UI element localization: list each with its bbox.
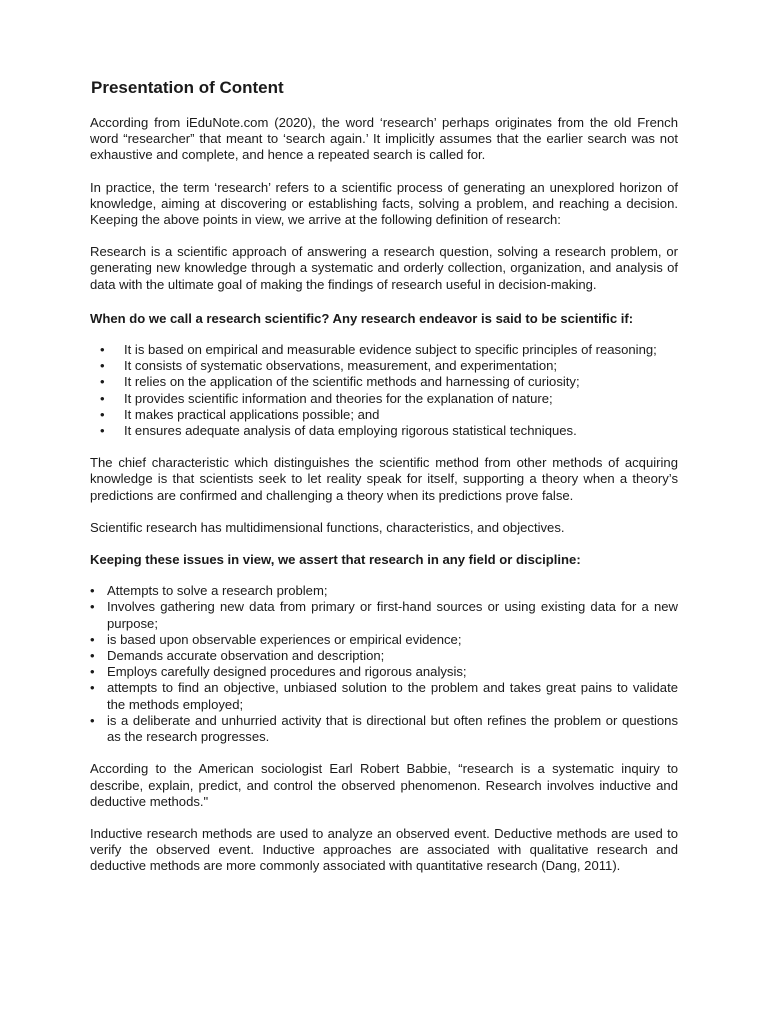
page-title: Presentation of Content xyxy=(91,78,284,97)
list-item: • It provides scientific information and theories for the explanation of nature; xyxy=(90,391,678,407)
heading-assert: Keeping these issues in view, we assert that research in any field or discipline: xyxy=(90,552,581,568)
list-item: • is a deliberate and unhurried activity that is directional but often refines the problem or questions as the research progresses. xyxy=(90,713,678,745)
list-item: • It makes practical applications possible; and xyxy=(90,407,678,423)
list-item: • Attempts to solve a research problem; xyxy=(90,583,678,599)
list-item: • It is based on empirical and measurable evidence subject to specific principles of reasoning; xyxy=(90,342,678,358)
paragraph-inductive-deductive: Inductive research methods are used to analyze an observed event. Deductive methods are used to verify the observed event. Inductive approaches are associated with qualitative research and deductive methods are more commonly associated with quantitative research (Dang, 2011). xyxy=(90,825,678,874)
list-item: • Demands accurate observation and description; xyxy=(90,648,678,664)
list-item: • Employs carefully designed procedures and rigorous analysis; xyxy=(90,664,678,680)
paragraph-chief-characteristic: The chief characteristic which distinguishes the scientific method from other methods of acquiring knowledge is that scientists seek to let reality speak for itself, supporting a theory when a theory’s predictions are confirmed and challenging a theory when its predictions prove false. xyxy=(90,455,678,503)
list-item: • It ensures adequate analysis of data employing rigorous statistical techniques. xyxy=(90,423,678,439)
paragraph-multidimensional: Scientific research has multidimensional functions, characteristics, and objectives. xyxy=(90,519,565,535)
list-item: • is based upon observable experiences or empirical evidence; xyxy=(90,632,678,648)
list-item: • It relies on the application of the scientific methods and harnessing of curiosity; xyxy=(90,374,678,390)
paragraph-practice: In practice, the term ‘research’ refers to a scientific process of generating an unexplored horizon of knowledge, aiming at discovering or establishing facts, solving a problem, and reaching a decision. Keeping the above points in view, we arrive at the following definition of research: xyxy=(90,179,678,228)
paragraph-babbie: According to the American sociologist Earl Robert Babbie, “research is a systematic inquiry to describe, explain, predict, and control the observed phenomenon. Research involves inductive and deductive methods." xyxy=(90,761,678,809)
paragraph-origin: According from iEduNote.com (2020), the word ‘research’ perhaps originates from the old French word “researcher” that meant to ‘search again.’ It implicitly assumes that the earlier search was not exhaustive and complete, and hence a repeated search is called for. xyxy=(90,115,678,163)
list-item: • Involves gathering new data from primary or first-hand sources or using existing data for a new purpose; xyxy=(90,599,678,631)
heading-scientific: When do we call a research scientific? Any research endeavor is said to be scientific if: xyxy=(90,310,634,326)
list-item: • It consists of systematic observations, measurement, and experimentation; xyxy=(90,358,678,374)
paragraph-definition: Research is a scientific approach of answering a research question, solving a research problem, or generating new knowledge through a systematic and orderly collection, organization, and analysis of data with the ultimate goal of making the findings of research useful in decision-making. xyxy=(90,244,678,292)
research-traits-list xyxy=(90,583,678,745)
scientific-criteria-list xyxy=(90,342,678,439)
list-item: • attempts to find an objective, unbiased solution to the problem and takes great pains to validate the methods employed; xyxy=(90,680,678,712)
